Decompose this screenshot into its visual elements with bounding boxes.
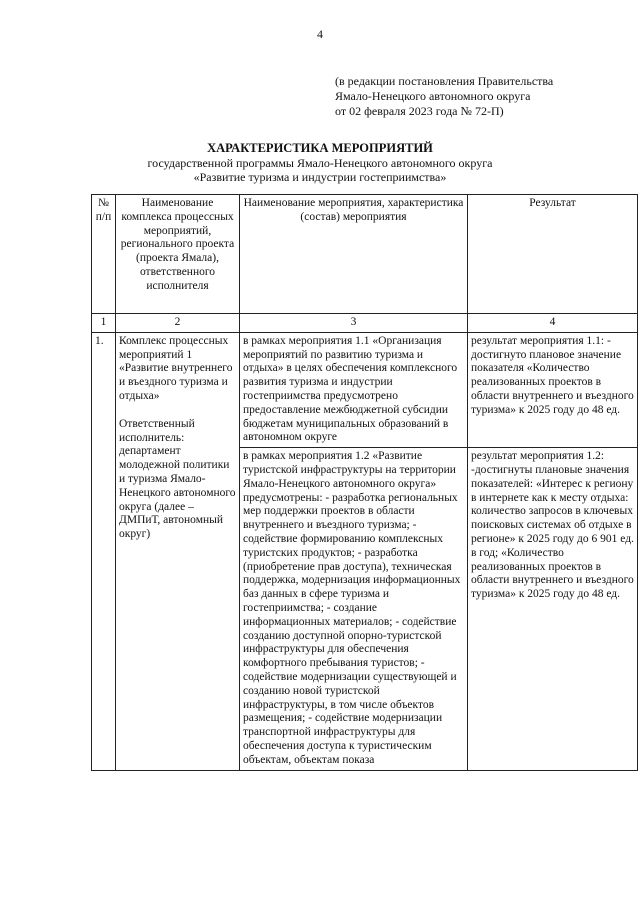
measures-table bbox=[91, 194, 638, 771]
column-number-row bbox=[92, 314, 638, 333]
subtitle-line: «Развитие туризма и индустрии гостеприимства» bbox=[193, 170, 447, 184]
document-title: ХАРАКТЕРИСТИКА МЕРОПРИЯТИЙ bbox=[207, 141, 433, 155]
column-number: 2 bbox=[116, 314, 240, 333]
header-result: Результат bbox=[468, 195, 638, 314]
column-number: 1 bbox=[92, 314, 116, 333]
event-cell: в рамках мероприятия 1.1 «Организация мероприятий по развитию туризма и отдыха» в целях обеспечения комплексного развития туризма и индустрии гостеприимства предусмотрено предоставление межбюджетной субсидии бюджетам муниципальных образований в автономном округе bbox=[240, 332, 468, 447]
document-subtitle bbox=[0, 156, 640, 184]
header-complex: Наименование комплекса процессных мероприятий, регионального проекта (проекта Ямала), ответственного исполнителя bbox=[116, 195, 240, 314]
edition-note-line: от 02 февраля 2023 года № 72-П) bbox=[335, 104, 504, 118]
result-cell: результат мероприятия 1.2: -достигнуты плановые значения показателей: «Интерес к региону в интернете как к месту отдыха: количество запросов в ключевых поисковых системах об отдыхе в регионе» к 2025 году до 6 901 ед. в год; «Количество реализованных проектов в области внутреннего и въездного туризма» к 2025 году до 48 ед. bbox=[468, 448, 638, 770]
row-number: 1. bbox=[92, 332, 116, 770]
edition-note-line: Ямало-Ненецкого автономного округа bbox=[335, 89, 531, 103]
page-number: 4 bbox=[317, 27, 323, 41]
complex-name: Комплекс процессных мероприятий 1 «Развитие внутреннего и въездного туризма и отдыха» bbox=[119, 334, 233, 402]
table-header-row bbox=[92, 195, 638, 314]
column-number: 4 bbox=[468, 314, 638, 333]
event-cell: в рамках мероприятия 1.2 «Развитие туристской инфраструктуры на территории Ямало-Ненецкого автономного округа» предусмотрены: - разработка региональных мер поддержки проектов в области внутреннего и въездного туризма; - содействие формированию комплексных туристских продуктов; - разработка (приобретение прав доступа), техническая поддержка, модернизация информационных баз данных в сфере туризма и гостеприимства; - создание информационных материалов; - содействие созданию доступной опорно-туристской инфраструктуры для обеспечения комфортного пребывания туристов; - содействие модернизации существующей и созданию новой туристской инфраструктуры, в том числе объектов размещения; - содействие модернизации транспортной инфраструктуры для обеспечения доступа к туристическим объектам, объектам показа bbox=[240, 448, 468, 770]
header-event: Наименование мероприятия, характеристика (состав) мероприятия bbox=[240, 195, 468, 314]
result-cell: результат мероприятия 1.1: - достигнуто плановое значение показателя «Количество реализованных проектов в области внутреннего и въездного туризма» к 2025 году до 48 ед. bbox=[468, 332, 638, 447]
responsible-executor: Ответственный исполнитель: департамент молодежной политики и туризма Ямало-Ненецкого автономного округа (далее – ДМПиТ, автономный округ) bbox=[119, 417, 236, 541]
column-number: 3 bbox=[240, 314, 468, 333]
table-row bbox=[92, 332, 638, 447]
subtitle-line: государственной программы Ямало-Ненецкого автономного округа bbox=[147, 156, 493, 170]
edition-note bbox=[335, 74, 553, 119]
edition-note-line: (в редакции постановления Правительства bbox=[335, 74, 554, 88]
complex-cell bbox=[116, 332, 240, 770]
header-number: № п/п bbox=[92, 195, 116, 314]
